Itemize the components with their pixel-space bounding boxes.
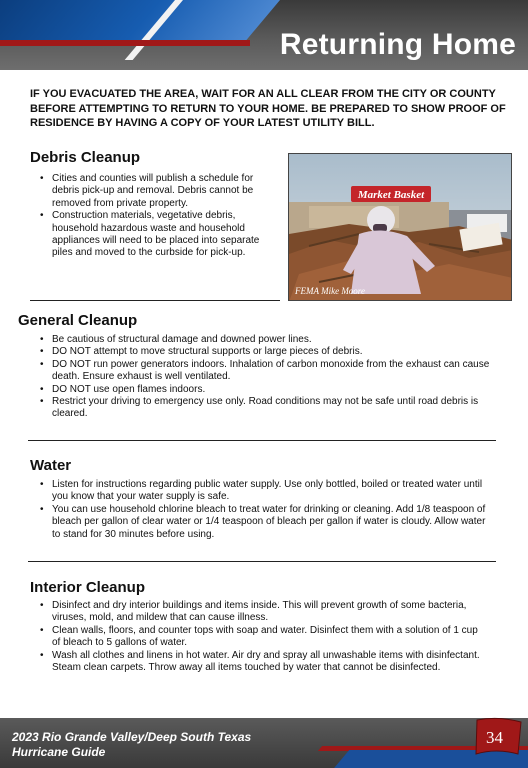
debris-list <box>40 173 274 260</box>
page-number-flag <box>474 716 524 758</box>
page-header <box>0 0 528 70</box>
general-heading: General Cleanup <box>18 312 138 329</box>
water-heading: Water <box>30 457 72 474</box>
list-item: • DO NOT run power generators indoors. Inhalation of carbon monoxide from the exhaust can cause death. Ensure exhaust is well ventilated. <box>40 359 495 384</box>
store-sign-text: Market Basket <box>357 189 425 201</box>
list-item: • Restrict your driving to emergency use only. Road conditions may not be safe until road debris is cleared. <box>40 396 495 421</box>
page-number: 34 <box>486 728 503 747</box>
page-footer <box>0 718 528 768</box>
debris-heading: Debris Cleanup <box>30 149 141 166</box>
list-item: • Clean walls, floors, and counter tops with soap and water. Disinfect them with a solution of 1 cup of bleach to 5 gallons of water. <box>40 625 486 650</box>
list-item: • Wash all clothes and linens in hot water. Air dry and spray all unwashable items with disinfectant. Steam clean carpets. Throw away all items touched by water that cannot be disinfected. <box>40 650 486 675</box>
photo-illustration <box>289 154 512 301</box>
footer-guide-title <box>12 730 251 760</box>
water-list <box>40 479 486 541</box>
divider <box>28 440 496 441</box>
list-item: • Be cautious of structural damage and downed power lines. <box>40 334 495 346</box>
footer-line-2: Hurricane Guide <box>12 745 106 759</box>
list-item: • DO NOT attempt to move structural supports or large pieces of debris. <box>40 346 495 358</box>
list-item: • Disinfect and dry interior buildings and items inside. This will prevent growth of some bacteria, viruses, mold, and mildew that can cause illness. <box>40 600 486 625</box>
page-title: Returning Home <box>279 28 516 61</box>
list-item: • DO NOT use open flames indoors. <box>40 384 495 396</box>
header-blue-band <box>0 0 280 40</box>
divider <box>30 300 280 301</box>
divider <box>28 561 496 562</box>
general-list <box>40 334 495 421</box>
footer-line-1: 2023 Rio Grande Valley/Deep South Texas <box>12 730 252 744</box>
header-red-band <box>0 40 250 46</box>
photo-credit: FEMA Mike Moore <box>295 286 365 296</box>
list-item: • Listen for instructions regarding public water supply. Use only bottled, boiled or treated water until you know that your water supply is safe. <box>40 479 486 504</box>
list-item: • You can use household chlorine bleach to treat water for drinking or cleaning. Add 1/8 teaspoon of bleach per gallon of clear water or 1/4 teaspoon of bleach per gallon if water is cloudy. Allow water to stand for 30 minutes before using. <box>40 504 486 541</box>
intro-notice: IF YOU EVACUATED THE AREA, WAIT FOR AN ALL CLEAR FROM THE CITY OR COUNTY BEFORE ATTEMPTING TO RETURN TO YOUR HOME. BE PREPARED TO SHOW PROOF OF RESIDENCE BY HAVING A COPY OF YOUR LATEST UTILITY BILL. <box>30 88 506 129</box>
list-item: • Construction materials, vegetative debris, household hazardous waste and household appliances will need to be placed into separate piles and moved to the curbside for pick-up. <box>40 210 274 260</box>
list-item: • Cities and counties will publish a schedule for debris pick-up and removal. Debris cannot be removed from private property. <box>40 173 274 210</box>
interior-list <box>40 600 486 674</box>
interior-heading: Interior Cleanup <box>30 579 146 596</box>
debris-photo <box>288 153 512 301</box>
